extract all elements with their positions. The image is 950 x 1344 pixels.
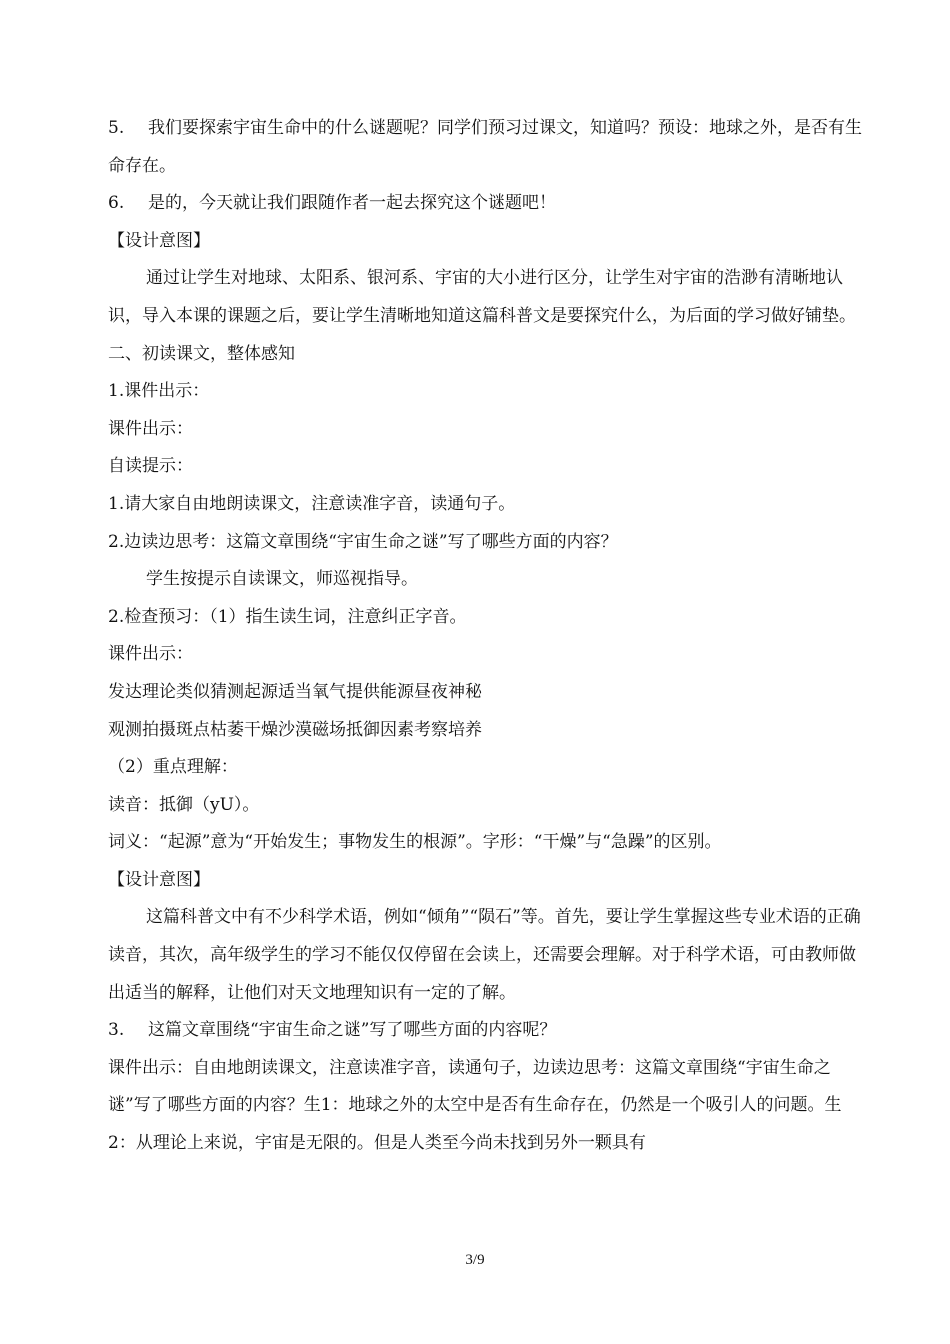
- document-body: [108, 110, 868, 1163]
- paragraph-item-5: [108, 110, 868, 185]
- paragraph-line: 词义：“起源”意为“开始发生；事物发生的根源”。字形：“干燥”与“急躁”的区别。: [108, 832, 722, 853]
- paragraph-line: 1.请大家自由地朗读课文，注意读准字音，读通句子。: [108, 493, 516, 514]
- paragraph-line: 课件出示：: [108, 418, 193, 439]
- item-number: 3.: [108, 1020, 125, 1041]
- paragraph-line: 课件出示：自由地朗读课文，注意读准字音，读通句子，边读边思考：这篇文章围绕“宇宙生命之谜”写了哪些方面的内容？生1：地球之外的太空中是否有生命存在，仍然是一个吸引人的问题。生2：从理论上来说，宇宙是无限的。但是人类至今尚未找到另外一颗具有: [108, 1057, 842, 1154]
- paragraph-line: 2.检查预习：（1）指生读生词，注意纠正字音。: [108, 606, 467, 627]
- item-text: 我们要探索宇宙生命中的什么谜题呢？同学们预习过课文，知道吗？预设：地球之外，是否有生命存在。: [108, 118, 862, 176]
- paragraph-line: 自读提示：: [108, 456, 193, 477]
- paragraph-item-3: [108, 1012, 868, 1050]
- item-number: 6.: [108, 193, 125, 214]
- design-intent-heading: 【设计意图】: [108, 869, 210, 890]
- paragraph-line: 学生按提示自读课文，师巡视指导。: [146, 569, 418, 590]
- paragraph-line: （2）重点理解：: [108, 757, 238, 778]
- page-number: 3/9: [465, 1252, 485, 1268]
- design-intent-paragraph: 这篇科普文中有不少科学术语，例如“倾角”“陨石”等。首先，要让学生掌握这些专业术语的正确读音，其次，高年级学生的学习不能仅仅停留在会读上，还需要会理解。对于科学术语，可由教师做出适当的解释，让他们对天文地理知识有一定的了解。: [108, 907, 861, 1003]
- vocabulary-line: 发达理论类似猜测起源适当氧气提供能源昼夜神秘: [108, 681, 482, 702]
- paragraph-line: 读音：抵御（yU）。: [108, 794, 260, 815]
- paragraph-line: 课件出示：: [108, 644, 193, 665]
- vocabulary-line: 观测拍摄斑点枯萎干燥沙漠磁场抵御因素考察培养: [108, 719, 482, 740]
- item-number: 5.: [108, 118, 125, 138]
- paragraph-line: 1.课件出示：: [108, 381, 210, 402]
- item-text: 这篇文章围绕“宇宙生命之谜”写了哪些方面的内容呢？: [148, 1020, 557, 1041]
- item-text: 是的，今天就让我们跟随作者一起去探究这个谜题吧！: [148, 193, 556, 214]
- section-heading: 二、初读课文，整体感知: [108, 343, 295, 364]
- paragraph-line: 2.边读边思考：这篇文章围绕“宇宙生命之谜”写了哪些方面的内容？: [108, 531, 618, 552]
- design-intent-paragraph: 通过让学生对地球、太阳系、银河系、宇宙的大小进行区分，让学生对宇宙的浩渺有清晰地认识，导入本课的课题之后，要让学生清晰地知道这篇科普文是要探究什么，为后面的学习做好铺垫。: [108, 268, 856, 326]
- design-intent-heading: 【设计意图】: [108, 230, 210, 251]
- paragraph-item-6: [108, 185, 868, 223]
